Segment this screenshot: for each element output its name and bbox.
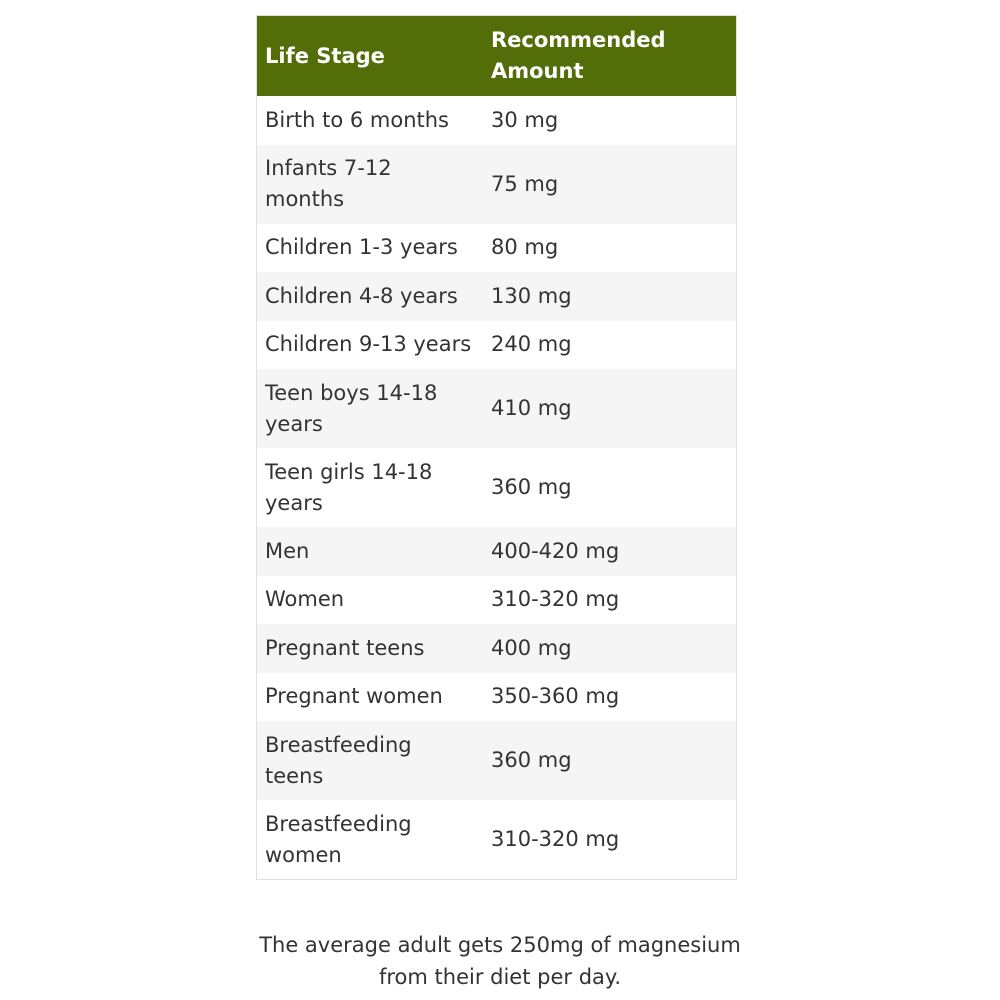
life-stage-cell: Pregnant women bbox=[265, 684, 443, 709]
amount-cell: 360 mg bbox=[491, 748, 572, 772]
table-row bbox=[257, 800, 736, 879]
amount-cell: 400-420 mg bbox=[491, 538, 620, 563]
life-stage-cell: Pregnant teens bbox=[265, 635, 425, 660]
table-row bbox=[257, 576, 736, 625]
life-stage-cell: Breastfeeding teens bbox=[265, 732, 412, 788]
amount-cell: 75 mg bbox=[491, 171, 559, 196]
table-header-row bbox=[257, 16, 736, 96]
life-stage-cell: Teen boys 14-18 years bbox=[265, 380, 438, 436]
header-life-stage: Life Stage bbox=[257, 16, 483, 96]
amount-cell: 360 mg bbox=[491, 475, 572, 499]
table-row bbox=[257, 321, 736, 370]
amount-cell: 410 mg bbox=[491, 396, 572, 420]
table-row bbox=[257, 721, 736, 800]
life-stage-cell: Women bbox=[265, 587, 345, 612]
life-stage-cell: Children 4-8 years bbox=[265, 283, 458, 308]
life-stage-cell: Infants 7-12 months bbox=[265, 156, 392, 211]
life-stage-cell: Teen girls 14-18 years bbox=[265, 459, 433, 515]
table-row bbox=[257, 673, 736, 722]
life-stage-cell: Children 9-13 years bbox=[265, 332, 472, 357]
recommended-amounts-table bbox=[257, 16, 736, 879]
amount-cell: 80 mg bbox=[491, 235, 559, 260]
amount-cell: 310-320 mg bbox=[491, 827, 620, 851]
table-row bbox=[257, 272, 736, 321]
amount-cell: 240 mg bbox=[491, 332, 572, 357]
amount-cell: 400 mg bbox=[491, 635, 572, 660]
table-row bbox=[257, 448, 736, 527]
table-row bbox=[257, 624, 736, 673]
life-stage-cell: Men bbox=[265, 538, 310, 563]
life-stage-cell: Children 1-3 years bbox=[265, 235, 458, 260]
table-row bbox=[257, 527, 736, 576]
table-row bbox=[257, 96, 736, 145]
table-row bbox=[257, 369, 736, 448]
table-row bbox=[257, 224, 736, 273]
life-stage-cell: Birth to 6 months bbox=[265, 107, 449, 132]
header-recommended-amount: Recommended Amount bbox=[483, 16, 736, 96]
amount-cell: 30 mg bbox=[491, 107, 559, 132]
amount-cell: 310-320 mg bbox=[491, 587, 620, 612]
magnesium-table bbox=[256, 15, 737, 880]
amount-cell: 130 mg bbox=[491, 283, 572, 308]
life-stage-cell: Breastfeeding women bbox=[265, 811, 412, 867]
amount-cell: 350-360 mg bbox=[491, 684, 620, 709]
table-row bbox=[257, 145, 736, 224]
footnote: The average adult gets 250mg of magnesium from their diet per day. bbox=[259, 933, 741, 989]
